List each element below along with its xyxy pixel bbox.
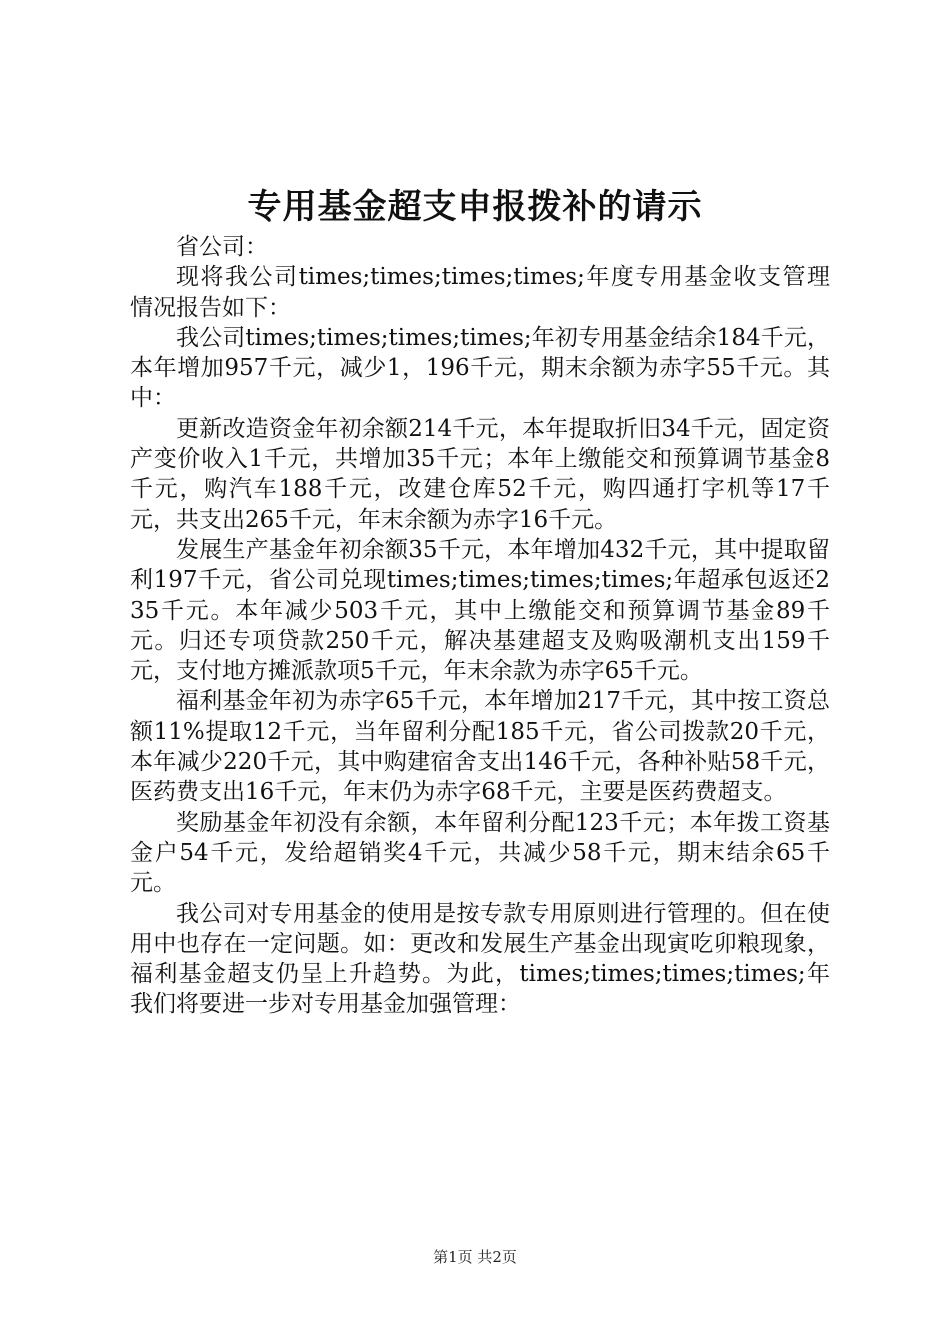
- salutation: 省公司：: [176, 234, 268, 260]
- page-footer: 第1页 共2页: [433, 1248, 517, 1266]
- paragraph-overview: 我公司times;times;times;times;年初专用基金结余184千元，本年增加957千元，减少1，196千元，期末余额为赤字55千元。其中：: [130, 324, 830, 412]
- paragraph-renewal-fund: 更新改造资金年初余额214千元，本年提取折旧34千元，固定资产变价收入1千元，共增加35千元；本年上缴能交和预算调节基金8千元，购汽车188千元，改建仓库52千元，购四通打字机等17千元，共支出265千元，年末余额为赤字16千元。: [130, 415, 830, 533]
- paragraph-intro: 现将我公司times;times;times;times;年度专用基金收支管理情况报告如下：: [130, 264, 830, 321]
- document-body: [130, 232, 830, 1020]
- paragraph-bonus-fund: 奖励基金年初没有余额，本年留利分配123千元；本年拨工资基金户54千元，发给超销奖4千元，共减少58千元，期末结余65千元。: [130, 809, 830, 897]
- paragraph-welfare-fund: 福利基金年初为赤字65千元，本年增加217千元，其中按工资总额11%提取12千元，当年留利分配185千元，省公司拨款20千元，本年减少220千元，其中购建宿舍支出146千元，各种补贴58千元，医药费支出16千元，年末仍为赤字68千元，主要是医药费超支。: [130, 688, 830, 806]
- paragraph-management: 我公司对专用基金的使用是按专款专用原则进行管理的。但在使用中也存在一定问题。如：更改和发展生产基金出现寅吃卯粮现象，福利基金超支仍呈上升趋势。为此，times;times;times;times;年我们将要进一步对专用基金加强管理：: [130, 900, 830, 1018]
- paragraph-production-fund: 发展生产基金年初余额35千元，本年增加432千元，其中提取留利197千元，省公司兑现times;times;times;times;年超承包返还235千元。本年减少503千元，其中上缴能交和预算调节基金89千元。归还专项贷款250千元，解决基建超支及购吸潮机支出159千元，支付地方摊派款项5千元，年末余款为赤字65千元。: [130, 536, 830, 685]
- document-title: 专用基金超支申报拨补的请示: [247, 187, 703, 227]
